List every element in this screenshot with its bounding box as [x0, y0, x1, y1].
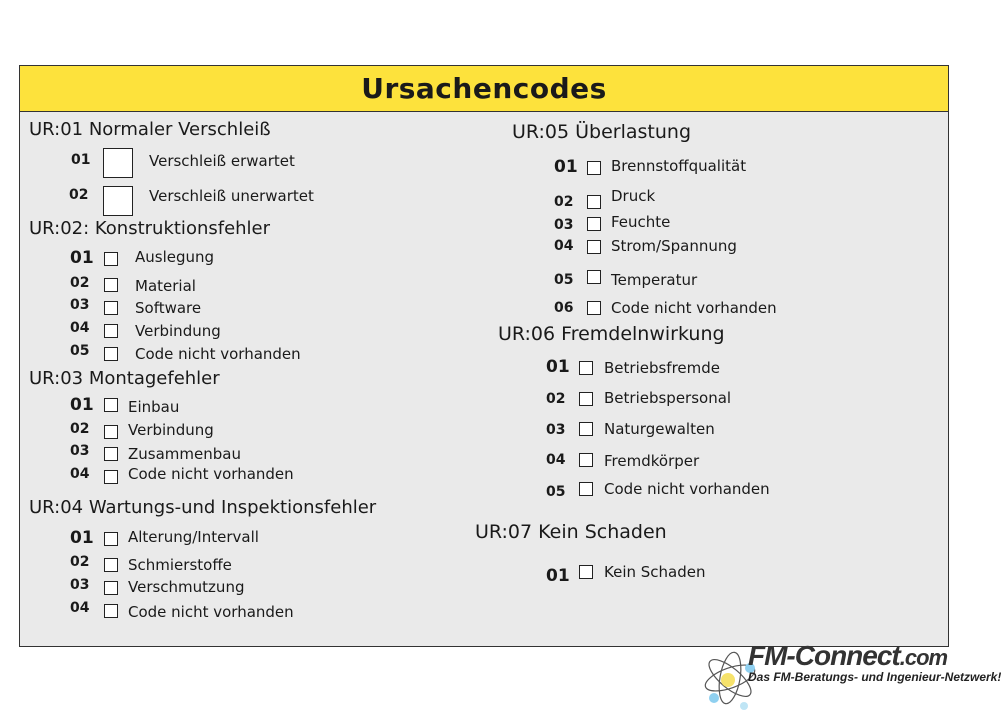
code-label: Verbindung	[135, 322, 221, 340]
code-number: 02	[546, 391, 566, 407]
code-number: 05	[70, 343, 90, 359]
logo-tagline: Das FM-Beratungs- und Ingenieur-Netzwerk!	[748, 670, 1001, 684]
checkbox-ur03-04[interactable]	[104, 470, 118, 484]
checkbox-ur02-04[interactable]	[104, 324, 118, 338]
checkbox-ur06-03[interactable]	[579, 422, 593, 436]
checkbox-ur03-02[interactable]	[104, 425, 118, 439]
code-number: 03	[554, 217, 574, 233]
code-number: 03	[546, 422, 566, 438]
code-label: Auslegung	[135, 248, 215, 266]
code-label: Strom/Spannung	[611, 237, 737, 255]
code-number: 01	[70, 528, 94, 548]
code-number: 04	[70, 320, 90, 336]
code-label: Code nicht vorhanden	[128, 603, 294, 621]
section-heading-ur06: UR:06 Fremdelnwirkung	[498, 323, 725, 345]
checkbox-ur02-02[interactable]	[104, 278, 118, 292]
code-number: 02	[554, 194, 574, 210]
code-number: 04	[554, 238, 574, 254]
code-label: Kein Schaden	[604, 563, 706, 581]
checkbox-ur02-03[interactable]	[104, 301, 118, 315]
code-number: 01	[70, 248, 94, 268]
logo-wordmark: FM-Connect.com	[748, 640, 948, 671]
checkbox-ur03-01[interactable]	[104, 398, 118, 412]
code-number: 02	[70, 554, 90, 570]
checkbox-ur03-03[interactable]	[104, 447, 118, 461]
checkbox-ur06-01[interactable]	[579, 361, 593, 375]
code-label: Verschleiß unerwartet	[149, 187, 314, 205]
checkbox-ur04-04[interactable]	[104, 604, 118, 618]
checkbox-ur02-01[interactable]	[104, 252, 118, 266]
code-number: 01	[554, 157, 578, 177]
code-number: 01	[71, 152, 91, 168]
checkbox-ur05-01[interactable]	[587, 161, 601, 175]
checkbox-ur06-02[interactable]	[579, 392, 593, 406]
page-title: Ursachencodes	[20, 66, 948, 112]
code-number: 03	[70, 443, 90, 459]
code-label: Druck	[611, 187, 656, 205]
code-number: 02	[70, 275, 90, 291]
code-label: Verschmutzung	[128, 578, 245, 596]
checkbox-ur05-06[interactable]	[587, 301, 601, 315]
cause-codes-panel	[19, 65, 949, 647]
checkbox-ur06-04[interactable]	[579, 453, 593, 467]
checkbox-ur01-01[interactable]	[103, 148, 133, 178]
code-number: 05	[546, 484, 566, 500]
code-label: Software	[135, 299, 202, 317]
section-heading-ur03: UR:03 Montagefehler	[29, 368, 220, 389]
code-number: 04	[70, 466, 90, 482]
code-label: Code nicht vorhanden	[611, 299, 777, 317]
checkbox-ur02-05[interactable]	[104, 347, 118, 361]
code-label: Betriebspersonal	[604, 389, 732, 407]
code-label: Brennstoffqualität	[611, 157, 747, 175]
section-heading-ur04: UR:04 Wartungs-und Inspektionsfehler	[29, 497, 377, 518]
checkbox-ur04-02[interactable]	[104, 558, 118, 572]
checkbox-ur04-01[interactable]	[104, 532, 118, 546]
code-number: 03	[70, 297, 90, 313]
checkbox-ur05-02[interactable]	[587, 195, 601, 209]
section-heading-ur02: UR:02: Konstruktionsfehler	[29, 218, 271, 239]
code-label: Material	[135, 277, 196, 295]
checkbox-ur05-05[interactable]	[587, 270, 601, 284]
code-number: 01	[546, 357, 570, 377]
code-label: Verbindung	[128, 421, 214, 439]
section-heading-ur05: UR:05 Überlastung	[512, 121, 692, 143]
code-label: Betriebsfremde	[604, 359, 721, 377]
code-label: Einbau	[128, 398, 180, 416]
code-number: 02	[69, 187, 89, 203]
code-number: 06	[554, 300, 574, 316]
section-heading-ur01: UR:01 Normaler Verschleiß	[29, 119, 271, 140]
code-number: 01	[70, 395, 94, 415]
code-label: Feuchte	[611, 213, 671, 231]
checkbox-ur04-03[interactable]	[104, 581, 118, 595]
checkbox-ur06-05[interactable]	[579, 482, 593, 496]
code-label: Zusammenbau	[128, 445, 241, 463]
code-number: 04	[70, 600, 90, 616]
section-heading-ur07: UR:07 Kein Schaden	[475, 521, 667, 543]
code-number: 04	[546, 452, 566, 468]
code-number: 01	[546, 566, 570, 586]
code-label: Schmierstoffe	[128, 556, 232, 574]
code-number: 05	[554, 272, 574, 288]
code-label: Alterung/Intervall	[128, 528, 259, 546]
checkbox-ur05-03[interactable]	[587, 217, 601, 231]
code-label: Naturgewalten	[604, 420, 715, 438]
checkbox-ur07-01[interactable]	[579, 565, 593, 579]
code-label: Code nicht vorhanden	[604, 480, 770, 498]
code-number: 02	[70, 421, 90, 437]
checkbox-ur01-02[interactable]	[103, 186, 133, 216]
checkbox-ur05-04[interactable]	[587, 240, 601, 254]
code-label: Code nicht vorhanden	[135, 345, 301, 363]
code-label: Verschleiß erwartet	[149, 152, 295, 170]
code-label: Temperatur	[611, 271, 698, 289]
code-label: Fremdkörper	[604, 452, 700, 470]
code-number: 03	[70, 577, 90, 593]
code-label: Code nicht vorhanden	[128, 465, 294, 483]
